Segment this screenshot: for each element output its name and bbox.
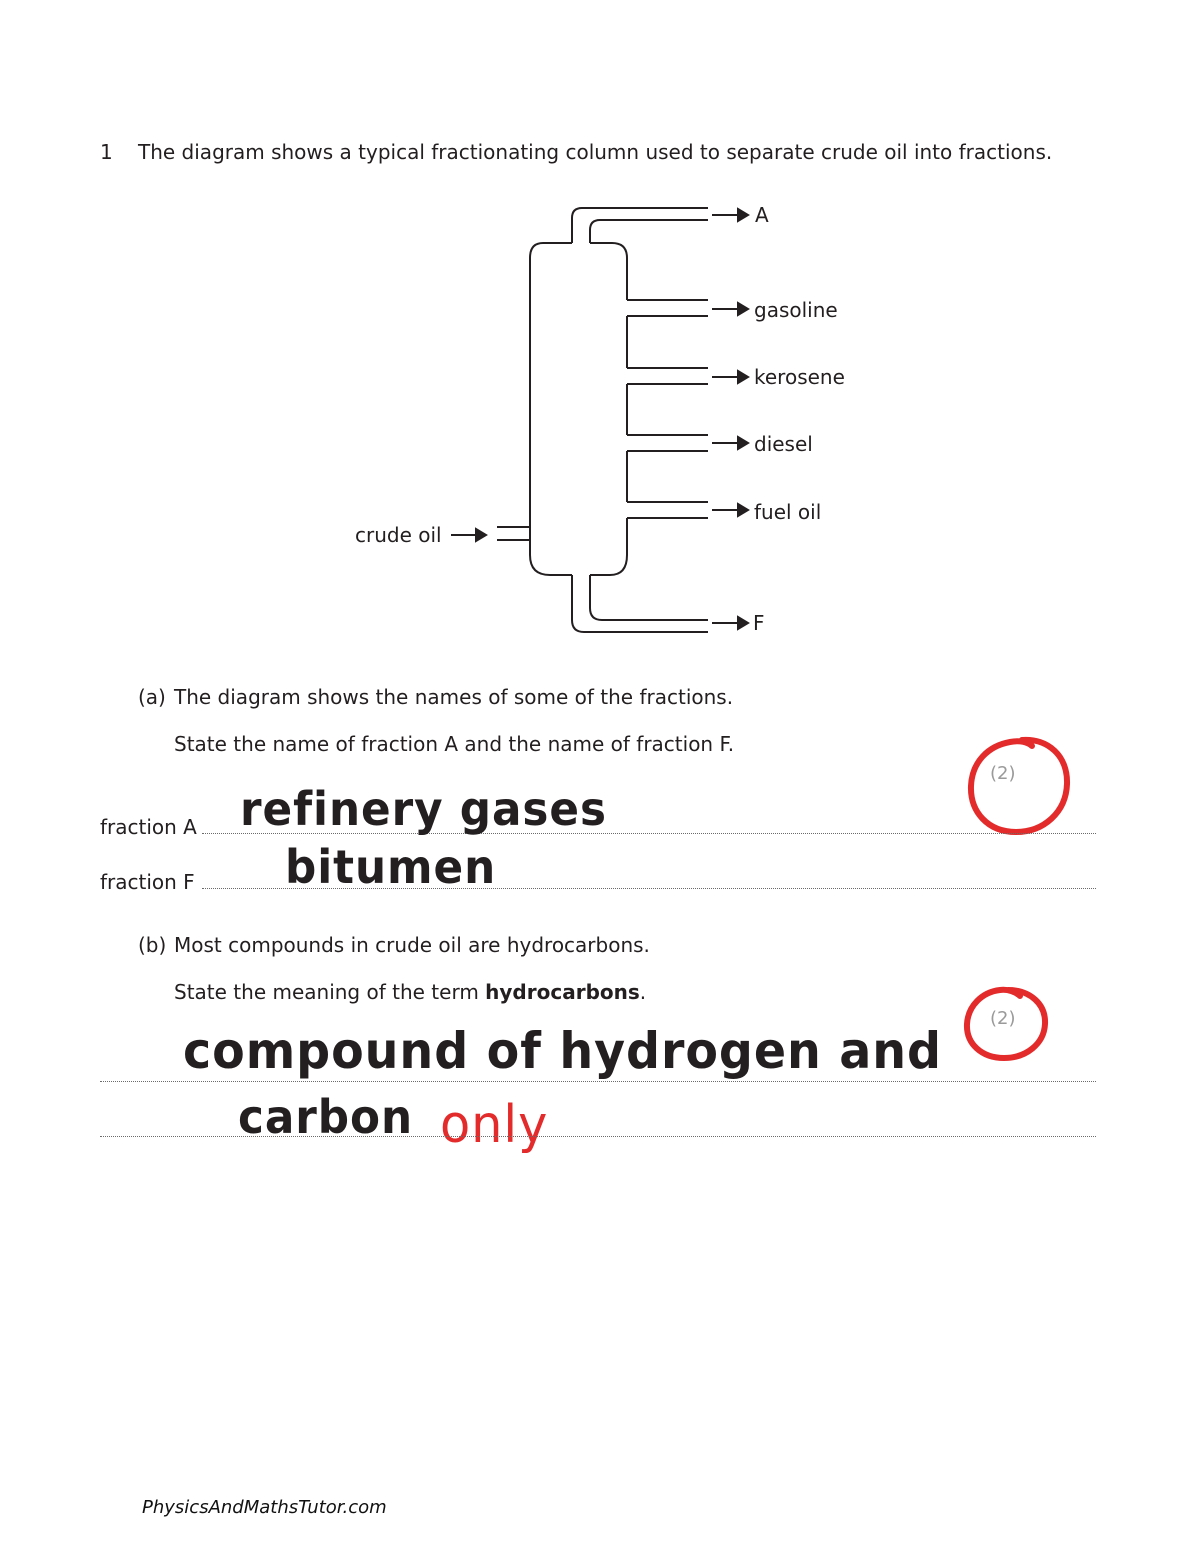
part-b-answer-line1: compound of hydrogen and bbox=[183, 1022, 943, 1080]
part-b-label: (b) bbox=[138, 933, 167, 957]
part-b-answer-line-2 bbox=[100, 1136, 1096, 1137]
part-a-marks: (2) bbox=[990, 763, 1016, 784]
part-b-line2-suffix: . bbox=[639, 980, 647, 1004]
part-b-line2-prefix: State the meaning of the term bbox=[174, 980, 486, 1004]
output-label-diesel: diesel bbox=[754, 432, 813, 456]
question-number: 1 bbox=[100, 140, 113, 164]
part-a-line1: The diagram shows the names of some of the fractions. bbox=[174, 685, 734, 709]
fraction-f-label: fraction F bbox=[100, 870, 195, 894]
part-a-marks-circle bbox=[960, 732, 1075, 840]
part-b-marks: (2) bbox=[990, 1008, 1016, 1029]
part-b-answer-line-1 bbox=[100, 1081, 1096, 1082]
part-a-label: (a) bbox=[138, 685, 166, 709]
fraction-a-answer: refinery gases bbox=[240, 782, 607, 836]
part-b-answer-line2: carbon bbox=[238, 1090, 414, 1144]
fraction-a-label: fraction A bbox=[100, 815, 197, 839]
fractionating-column-diagram bbox=[340, 195, 860, 645]
question-intro: The diagram shows a typical fractionating column used to separate crude oil into fractions. bbox=[138, 140, 1053, 164]
part-b-term: hydrocarbons bbox=[485, 980, 640, 1004]
input-label-crude-oil: crude oil bbox=[355, 523, 442, 547]
output-label-gasoline: gasoline bbox=[754, 298, 838, 322]
output-label-f: F bbox=[753, 611, 765, 635]
fraction-f-answer: bitumen bbox=[285, 840, 497, 894]
footer-watermark: PhysicsAndMathsTutor.com bbox=[142, 1497, 387, 1518]
output-label-kerosene: kerosene bbox=[754, 365, 845, 389]
output-label-a: A bbox=[755, 203, 769, 227]
part-a-line2: State the name of fraction A and the name of fraction F. bbox=[174, 732, 735, 756]
output-label-fuel-oil: fuel oil bbox=[754, 500, 822, 524]
part-b-answer-correction: only bbox=[440, 1095, 549, 1155]
part-b-line2 bbox=[174, 980, 646, 1004]
part-b-line1: Most compounds in crude oil are hydrocarbons. bbox=[174, 933, 650, 957]
